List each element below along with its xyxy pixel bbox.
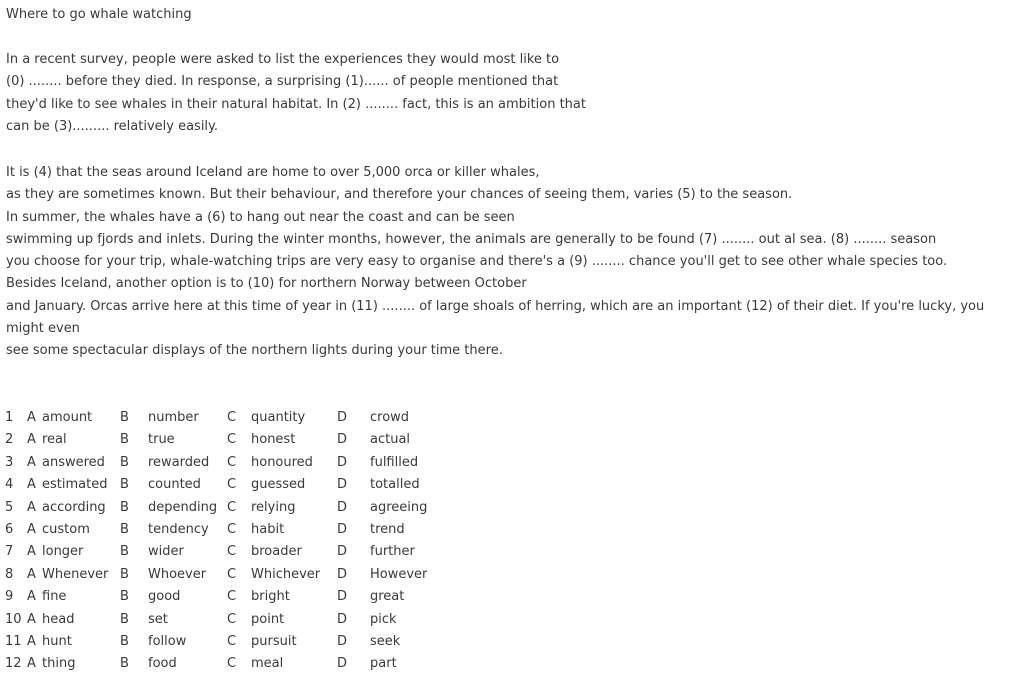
option-letter-b: B bbox=[120, 499, 129, 515]
option-letter-a: A bbox=[27, 633, 36, 649]
option-c: relying bbox=[251, 499, 296, 515]
option-d: totalled bbox=[370, 477, 420, 493]
option-letter-b: B bbox=[120, 589, 129, 605]
option-letter-c: C bbox=[227, 410, 237, 425]
option-letter-d: D bbox=[337, 633, 348, 649]
option-b: tendency bbox=[148, 521, 209, 537]
option-letter-c: C bbox=[227, 566, 237, 582]
option-letter-c: C bbox=[227, 521, 237, 537]
option-a: answered bbox=[42, 454, 105, 470]
option-c: habit bbox=[251, 521, 285, 537]
text-line: It is (4) that the seas around Iceland are home to over 5,000 orca or killer whales, bbox=[6, 165, 540, 180]
option-letter-a: A bbox=[27, 432, 36, 448]
option-a: longer bbox=[42, 544, 84, 560]
option-d: trend bbox=[370, 521, 405, 537]
option-c: quantity bbox=[251, 410, 306, 425]
option-a: custom bbox=[42, 521, 90, 537]
option-letter-a: A bbox=[27, 454, 36, 470]
option-letter-b: B bbox=[120, 544, 129, 560]
text-line: swimming up fjords and inlets. During the winter months, however, the animals are generally to be found (7) ........ out al sea. (8) ........ season bbox=[6, 231, 937, 247]
option-letter-d: D bbox=[337, 410, 348, 425]
option-d: part bbox=[370, 656, 397, 672]
option-letter-d: D bbox=[337, 454, 348, 470]
text-line: In summer, the whales have a (6) to hang out near the coast and can be seen bbox=[6, 209, 515, 225]
option-b: follow bbox=[148, 633, 187, 649]
option-letter-b: B bbox=[120, 656, 129, 672]
option-letter-a: A bbox=[27, 477, 36, 493]
option-a: real bbox=[42, 432, 67, 448]
question-number: 5 bbox=[5, 499, 14, 515]
option-letter-d: D bbox=[337, 521, 348, 537]
option-letter-a: A bbox=[27, 589, 36, 605]
option-c: pursuit bbox=[251, 633, 297, 649]
paragraph-2 bbox=[6, 162, 1018, 363]
option-letter-a: A bbox=[27, 656, 36, 672]
text-line: In a recent survey, people were asked to list the experiences they would most like to bbox=[6, 52, 560, 67]
question-number: 2 bbox=[5, 432, 14, 448]
document-title: Where to go whale watching bbox=[6, 7, 192, 22]
option-letter-c: C bbox=[227, 432, 237, 448]
text-line: (0) ........ before they died. In response, a surprising (1)...... of people mentioned that bbox=[6, 74, 559, 90]
option-d: crowd bbox=[370, 410, 410, 425]
option-b: Whoever bbox=[148, 566, 207, 582]
option-b: set bbox=[148, 611, 168, 627]
option-letter-a: A bbox=[27, 566, 36, 582]
option-d: pick bbox=[370, 611, 397, 627]
option-letter-b: B bbox=[120, 410, 129, 425]
option-a: hunt bbox=[42, 633, 72, 649]
option-letter-b: B bbox=[120, 432, 129, 448]
option-letter-d: D bbox=[337, 566, 348, 582]
option-d: fulfilled bbox=[370, 454, 419, 470]
question-number: 4 bbox=[5, 477, 14, 493]
option-a: according bbox=[42, 499, 106, 515]
option-letter-d: D bbox=[337, 656, 348, 672]
option-d: great bbox=[370, 589, 405, 605]
option-b: wider bbox=[148, 544, 184, 560]
question-number: 1 bbox=[5, 410, 14, 425]
option-letter-c: C bbox=[227, 656, 237, 672]
text-line: as they are sometimes known. But their behaviour, and therefore your chances of seeing them, varies (5) to the season. bbox=[6, 187, 793, 203]
question-number: 8 bbox=[5, 566, 14, 582]
option-b: food bbox=[148, 656, 177, 672]
option-letter-c: C bbox=[227, 589, 237, 605]
option-d: further bbox=[370, 544, 415, 560]
option-letter-c: C bbox=[227, 454, 237, 470]
question-number: 6 bbox=[5, 521, 14, 537]
option-letter-d: D bbox=[337, 499, 348, 515]
option-letter-d: D bbox=[337, 589, 348, 605]
text-line: they'd like to see whales in their natural habitat. In (2) ........ fact, this is an ambition that bbox=[6, 96, 586, 112]
option-a: Whenever bbox=[42, 566, 109, 582]
option-c: meal bbox=[251, 656, 284, 672]
option-c: honoured bbox=[251, 454, 313, 470]
option-letter-d: D bbox=[337, 432, 348, 448]
option-letter-d: D bbox=[337, 477, 348, 493]
option-letter-a: A bbox=[27, 521, 36, 537]
option-letter-c: C bbox=[227, 499, 237, 515]
option-c: bright bbox=[251, 589, 290, 605]
option-letter-b: B bbox=[120, 566, 129, 582]
option-letter-a: A bbox=[27, 611, 36, 627]
option-c: Whichever bbox=[251, 566, 321, 582]
question-number: 7 bbox=[5, 544, 14, 560]
option-letter-c: C bbox=[227, 477, 237, 493]
question-number: 12 bbox=[5, 656, 22, 672]
option-a: fine bbox=[42, 589, 67, 605]
option-c: honest bbox=[251, 432, 296, 448]
option-letter-c: C bbox=[227, 611, 237, 627]
option-letter-a: A bbox=[27, 499, 36, 515]
option-a: estimated bbox=[42, 477, 108, 493]
option-b: counted bbox=[148, 477, 201, 493]
text-line: Besides Iceland, another option is to (10) for northern Norway between October bbox=[6, 276, 527, 292]
option-letter-b: B bbox=[120, 454, 129, 470]
text-line: can be (3)......... relatively easily. bbox=[6, 118, 219, 134]
text-line: see some spectacular displays of the northern lights during your time there. bbox=[6, 343, 503, 359]
option-letter-b: B bbox=[120, 611, 129, 627]
option-d: seek bbox=[370, 633, 401, 649]
option-letter-c: C bbox=[227, 544, 237, 560]
option-letter-b: B bbox=[120, 633, 129, 649]
option-b: number bbox=[148, 410, 199, 425]
option-letter-c: C bbox=[227, 633, 237, 649]
text-line: and January. Orcas arrive here at this time of year in (11) ........ of large shoals of herring, which are an important (12) of their diet. If you're lucky, you might even bbox=[6, 298, 985, 337]
option-c: guessed bbox=[251, 477, 306, 493]
option-letter-a: A bbox=[27, 410, 36, 425]
text-line: you choose for your trip, whale-watching trips are very easy to organise and there's a (9) ........ chance you'll get to see other whale species too. bbox=[6, 254, 948, 270]
option-letter-a: A bbox=[27, 544, 36, 560]
option-letter-d: D bbox=[337, 544, 348, 560]
option-d: agreeing bbox=[370, 499, 428, 515]
option-b: good bbox=[148, 589, 181, 605]
option-letter-b: B bbox=[120, 521, 129, 537]
option-c: broader bbox=[251, 544, 302, 560]
option-d: However bbox=[370, 566, 428, 582]
option-a: thing bbox=[42, 656, 76, 672]
option-a: head bbox=[42, 611, 75, 627]
option-letter-d: D bbox=[337, 611, 348, 627]
question-number: 9 bbox=[5, 589, 14, 605]
option-b: rewarded bbox=[148, 454, 210, 470]
question-number: 11 bbox=[5, 633, 22, 649]
option-b: depending bbox=[148, 499, 218, 515]
paragraph-1 bbox=[6, 49, 1018, 138]
option-d: actual bbox=[370, 432, 411, 448]
option-c: point bbox=[251, 611, 285, 627]
question-number: 10 bbox=[5, 611, 22, 627]
option-a: amount bbox=[42, 410, 93, 425]
question-number: 3 bbox=[5, 454, 14, 470]
option-b: true bbox=[148, 432, 175, 448]
option-letter-b: B bbox=[120, 477, 129, 493]
